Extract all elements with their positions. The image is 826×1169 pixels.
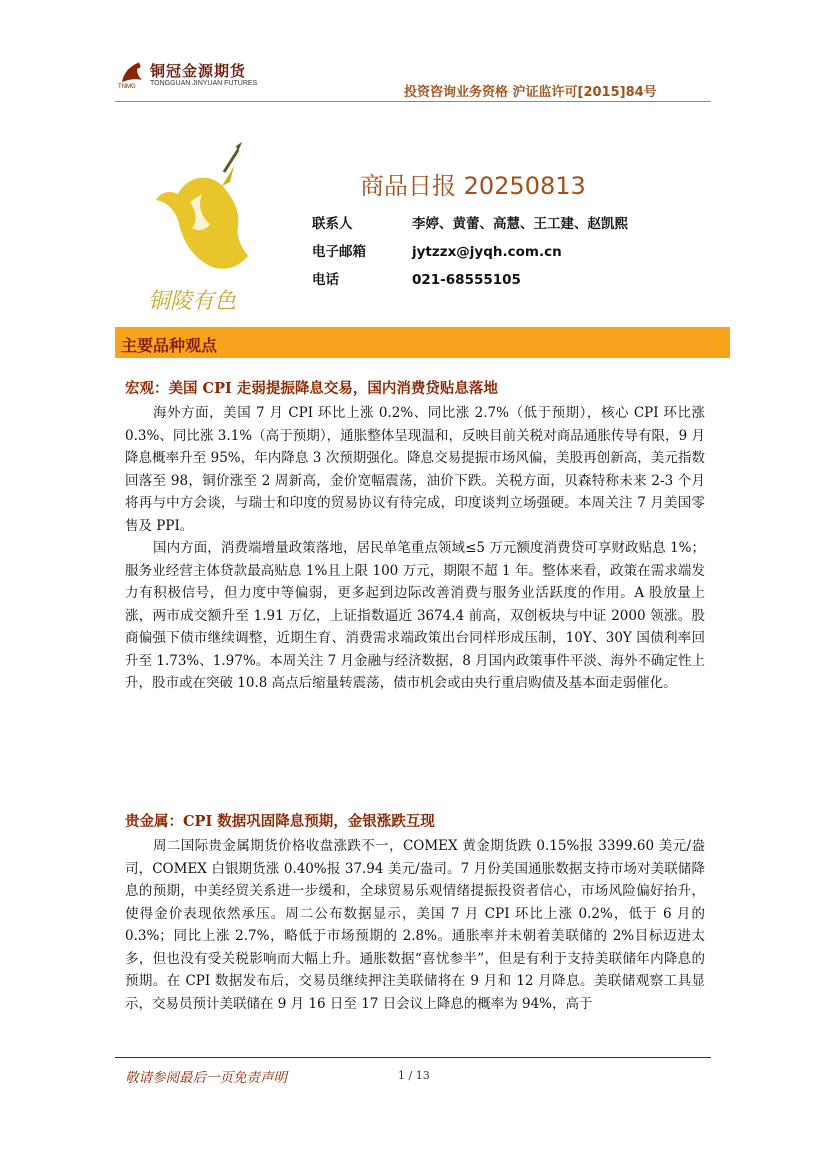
header-divider <box>115 101 711 102</box>
company-logo <box>118 58 278 98</box>
page-number: 1 / 13 <box>398 1069 430 1082</box>
macro-body <box>125 402 705 695</box>
contact-phone-label: 电话 <box>312 272 339 288</box>
contact-phone: 021-68555105 <box>412 272 521 288</box>
macro-paragraph-2: 国内方面，消费端增量政策落地，居民单笔重点领域≤5 万元额度消费贷可享财政贴息 1%；服务业经营主体贷款最高贴息 1%且上限 100 万元，期限不超 1 年。整体来看，政策在需求端发力有积极信号，但力度中等偏弱，更多起到边际改善消费与服务业活跃度的作用。A 股放量上涨，两市成交额升至 1.91 万亿，上证指数逼近 3674.4 前高，双创板块与中证 2000 领涨。股商偏强下债市继续调整，近期生育、消费需求端政策出台同样形成压制，10Y、30Y 国债利率回升至 1.73%、1.97%。本周关注 7 月金融与经济数据，8 月国内政策事件平淡、海外不确定性上升，股市或在突破 10.8 高点后缩量转震荡，债市机会或由央行重启购债及基本面走弱催化。 <box>125 540 705 691</box>
contact-email-label: 电子邮箱 <box>312 244 366 260</box>
contact-person-label: 联系人 <box>312 216 353 232</box>
emblem-caption: 铜陵有色 <box>148 289 237 314</box>
contact-person-row <box>312 212 628 232</box>
section-header <box>115 327 730 358</box>
footer-disclaimer: 敬请参阅最后一页免责声明 <box>125 1070 287 1086</box>
contact-email[interactable]: jytzzx@jyqh.com.cn <box>412 244 562 260</box>
contact-email-row <box>312 240 562 260</box>
license-text: 投资咨询业务资格 沪证监许可[2015]84号 <box>404 85 657 100</box>
macro-paragraph-1: 海外方面，美国 7 月 CPI 环比上涨 0.2%、同比涨 2.7%（低于预期），核心 CPI 环比涨 0.3%、同比涨 3.1%（高于预期），通胀整体呈现温和，反映目前关税对商品通胀传导有限，9 月降息概率升至 95%，年内降息 3 次预期强化。降息交易提振市场风偏，美股再创新高，美元指数回落至 98，铜价涨至 2 周新高，金价宽幅震荡，油价下跌。关税方面，贝森特称未来 2-3 个月将再与中方会谈，与瑞士和印度的贸易协议有待完成，印度谈判立场强硬。本周关注 7 月美国零售及 PPI。 <box>125 405 705 534</box>
report-title: 商品日报 20250813 <box>360 172 586 200</box>
emblem <box>138 138 263 323</box>
metals-heading: 贵金属：CPI 数据巩固降息预期，金银涨跌互现 <box>125 813 435 830</box>
metals-body <box>125 835 705 1015</box>
contact-phone-row <box>312 268 521 288</box>
logo-abbr: TNMG <box>118 84 136 90</box>
macro-heading: 宏观：美国 CPI 走弱提振降息交易，国内消费贷贴息落地 <box>125 380 498 397</box>
logo-en: TONGGUAN JINYUAN FUTURES <box>150 80 258 87</box>
logo-cn: 铜冠金源期货 <box>150 62 247 80</box>
metals-paragraph-1: 周二国际贵金属期货价格收盘涨跌不一，COMEX 黄金期货跌 0.15%报 3399.60 美元/盎司，COMEX 白银期货涨 0.40%报 37.94 美元/盎司。7 月份美国通胀数据支持市场对美联储降息的预期，中美经贸关系进一步缓和，全球贸易乐观情绪提振投资者信心，市场风险偏好抬升，使得金价表现依然承压。周二公布数据显示，美国 7 月 CPI 环比上涨 0.2%，低于 6 月的 0.3%；同比上涨 2.7%，略低于市场预期的 2.8%。通胀率并未朝着美联储的 2%目标迈进太多，但也没有受关税影响而大幅上升。通胀数据“喜忧参半”，但是有利于支持美联储年内降息的预期。在 CPI 数据发布后，交易员继续押注美联储将在 9 月和 12 月降息。美联储观察工具显示，交易员预计美联储在 9 月 16 日至 17 日会议上降息的概率为 94%，高于 <box>125 838 705 1012</box>
section-title: 主要品种观点 <box>121 336 218 355</box>
contact-person: 李婷、黄蕾、高慧、王工建、赵凯熙 <box>412 216 628 232</box>
footer-divider <box>115 1057 711 1058</box>
